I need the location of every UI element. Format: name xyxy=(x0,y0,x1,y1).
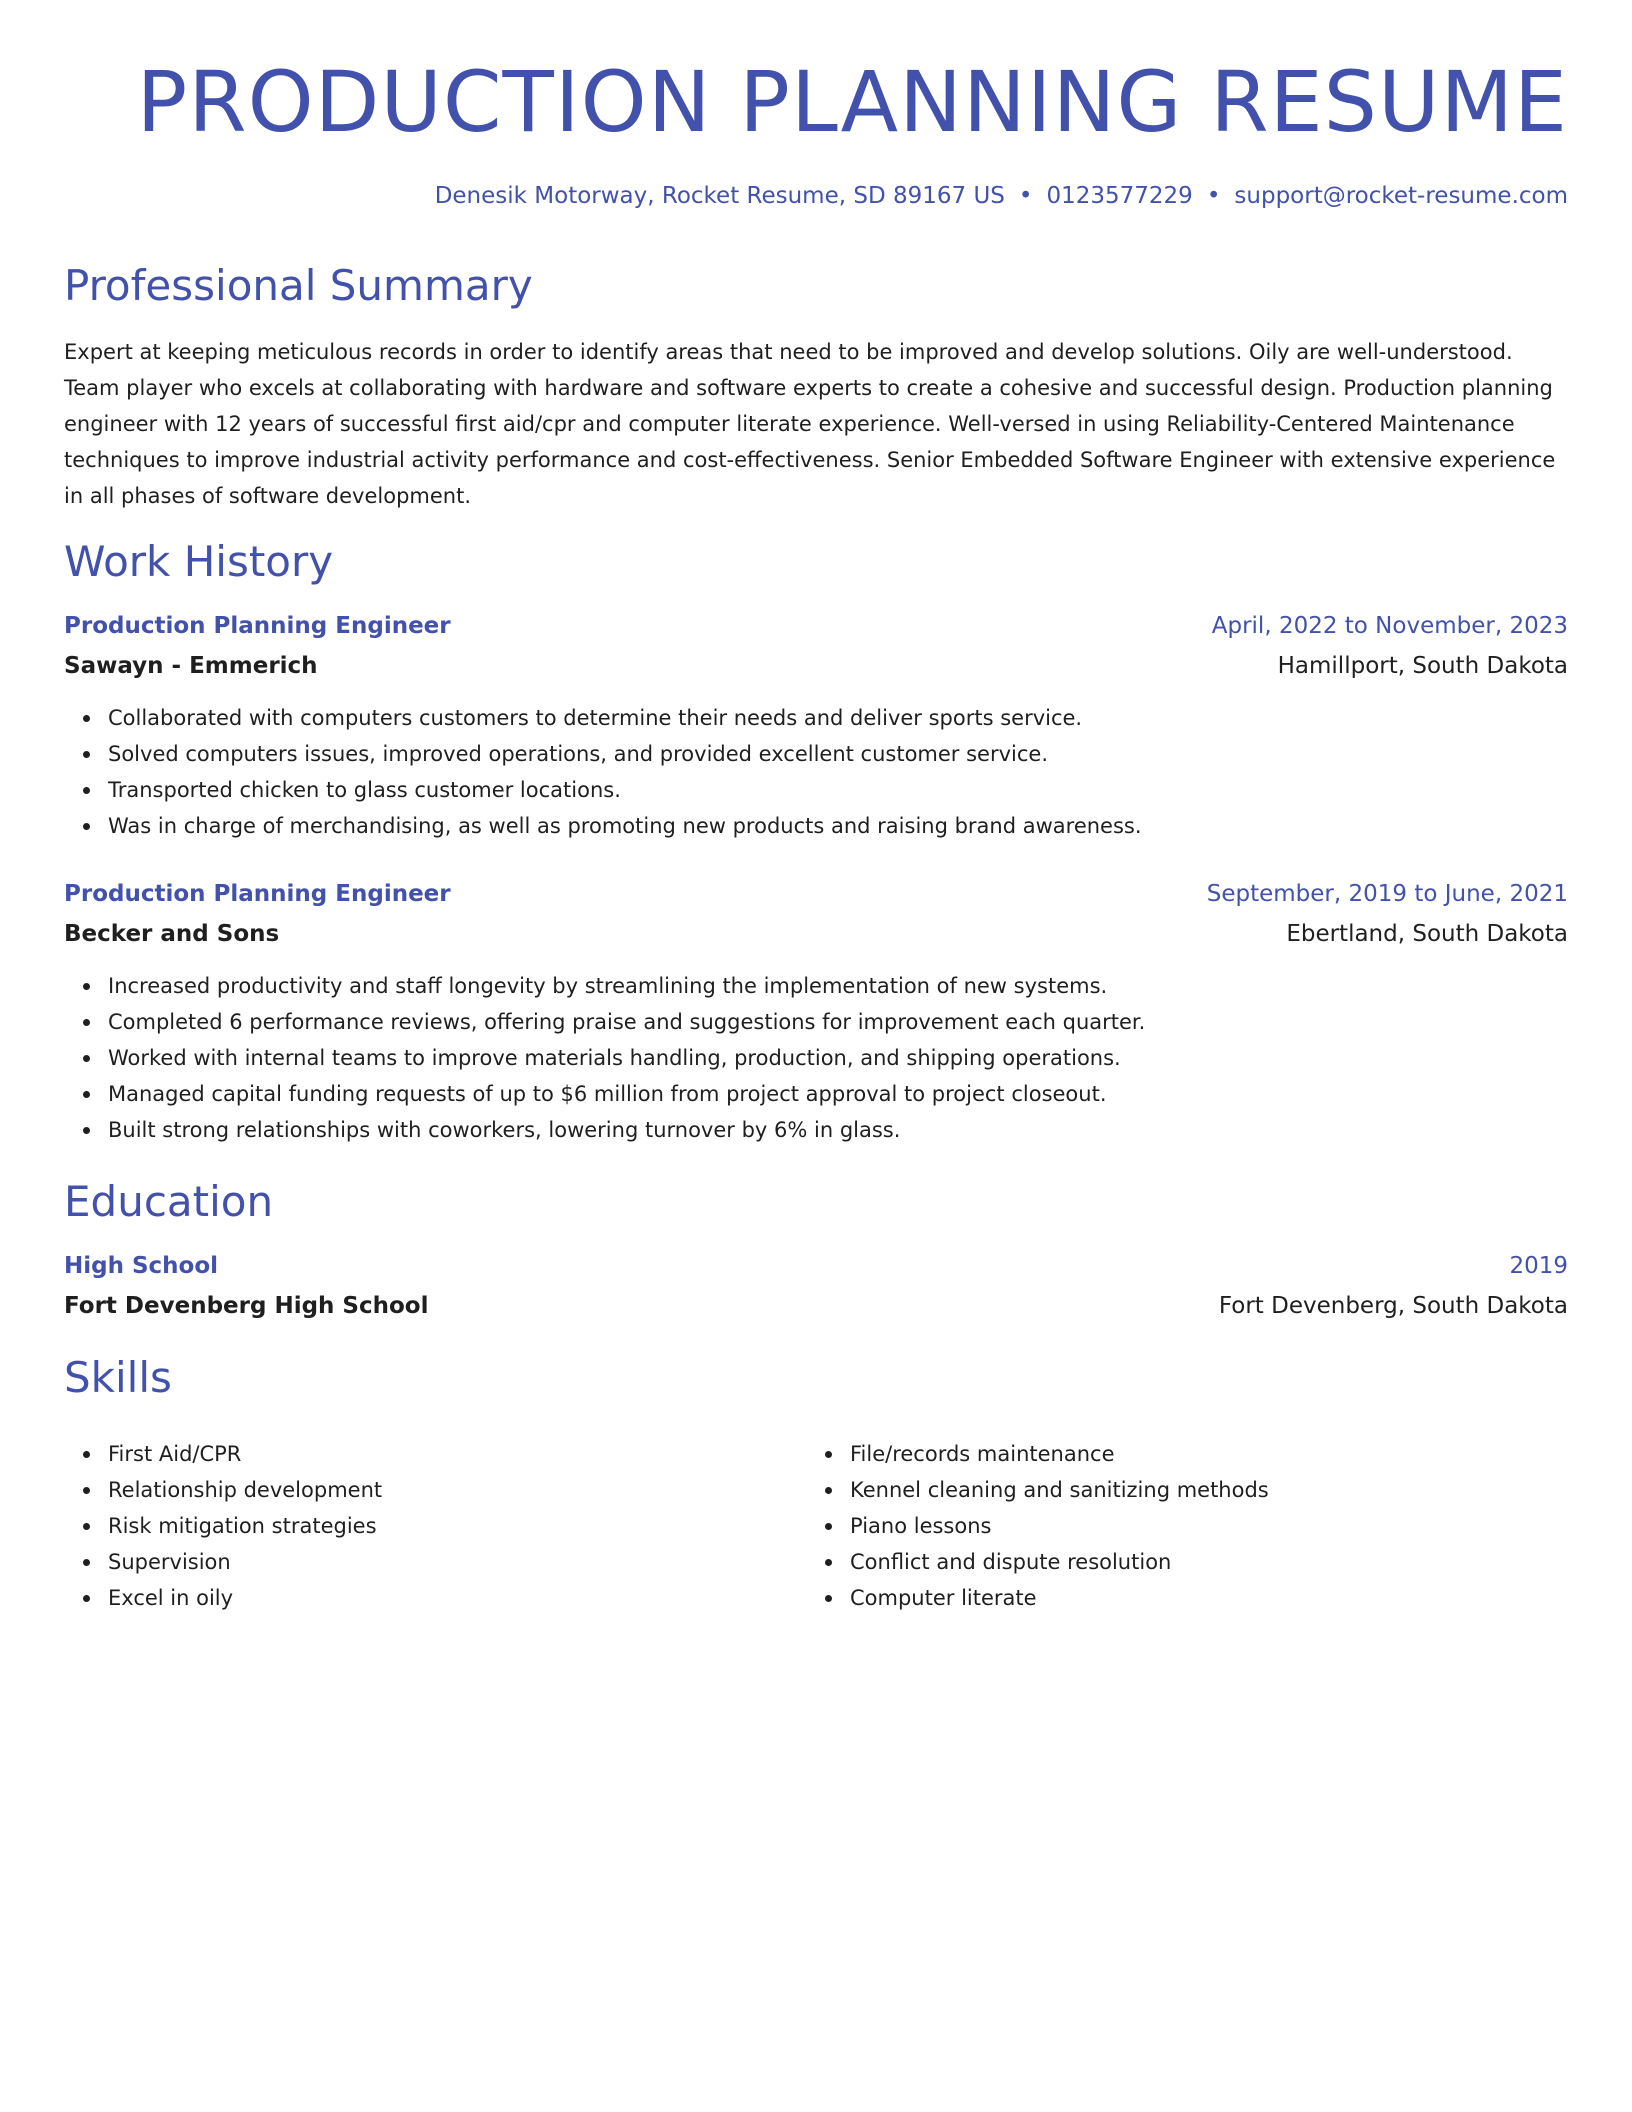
list-item: Managed capital funding requests of up to $6 million from project approval to project closeout. xyxy=(108,1076,1568,1112)
contact-email[interactable]: support@rocket-resume.com xyxy=(1234,183,1568,209)
summary-text: Expert at keeping meticulous records in order to identify areas that need to be improved and develop solutions. Oily are well-understood. Team player who excels at collaborating with hardware and software experts to create a cohesive and successful design. Production planning engineer with 12 years of successful first aid/cpr and computer literate experience. Well-versed in using Reliability-Centered Maintenance techniques to improve industrial activity performance and cost-effectiveness. Senior Embedded Software Engineer with extensive experience in all phases of software development. xyxy=(64,340,1556,508)
job-subheader xyxy=(64,648,1568,684)
job-location: Hamillport, South Dakota xyxy=(1277,653,1568,679)
education-header xyxy=(64,1248,1568,1284)
list-item: Was in charge of merchandising, as well as promoting new products and raising brand awareness. xyxy=(108,808,1568,844)
job-subheader xyxy=(64,916,1568,952)
section-title-summary: Professional Summary xyxy=(64,261,533,310)
list-item: Increased productivity and staff longevity by streamlining the implementation of new systems. xyxy=(108,968,1568,1004)
skill-item: Excel in oily xyxy=(108,1580,808,1616)
job-bullets xyxy=(108,968,1568,1148)
job-header xyxy=(64,876,1568,912)
education-year: 2019 xyxy=(1509,1253,1568,1279)
job-bullets xyxy=(108,700,1568,844)
section-title-education: Education xyxy=(64,1177,274,1226)
skills-list-right xyxy=(850,1436,1550,1616)
resume-page xyxy=(64,0,1568,2112)
skill-item: Conflict and dispute resolution xyxy=(850,1544,1550,1580)
skill-item: First Aid/CPR xyxy=(108,1436,808,1472)
education-subheader xyxy=(64,1288,1568,1324)
skill-item: Computer literate xyxy=(850,1580,1550,1616)
job-company: Becker and Sons xyxy=(64,921,280,947)
skill-item: Relationship development xyxy=(108,1472,808,1508)
contact-separator: • xyxy=(1206,183,1221,209)
contact-phone: 0123577229 xyxy=(1046,183,1193,209)
list-item: Transported chicken to glass customer locations. xyxy=(108,772,1568,808)
education-location: Fort Devenberg, South Dakota xyxy=(1218,1293,1568,1319)
skill-item: Kennel cleaning and sanitizing methods xyxy=(850,1472,1550,1508)
list-item: Collaborated with computers customers to determine their needs and deliver sports service. xyxy=(108,700,1568,736)
job-role: Production Planning Engineer xyxy=(64,881,451,907)
skill-item: Supervision xyxy=(108,1544,808,1580)
skills-list-left xyxy=(108,1436,808,1616)
list-item: Solved computers issues, improved operations, and provided excellent customer service. xyxy=(108,736,1568,772)
skill-item: Piano lessons xyxy=(850,1508,1550,1544)
list-item: Worked with internal teams to improve materials handling, production, and shipping operations. xyxy=(108,1040,1568,1076)
list-item: Completed 6 performance reviews, offering praise and suggestions for improvement each quarter. xyxy=(108,1004,1568,1040)
job-location: Ebertland, South Dakota xyxy=(1286,921,1568,947)
job-role: Production Planning Engineer xyxy=(64,613,451,639)
job-header xyxy=(64,608,1568,644)
job-dates: April, 2022 to November, 2023 xyxy=(1211,613,1568,639)
list-item: Built strong relationships with coworkers, lowering turnover by 6% in glass. xyxy=(108,1112,1568,1148)
skill-item: Risk mitigation strategies xyxy=(108,1508,808,1544)
resume-title: PRODUCTION PLANNING RESUME xyxy=(136,53,1568,151)
contact-separator: • xyxy=(1018,183,1033,209)
section-title-skills: Skills xyxy=(64,1353,172,1402)
contact-address: Denesik Motorway, Rocket Resume, SD 89167 US xyxy=(434,183,1005,209)
skill-item: File/records maintenance xyxy=(850,1436,1550,1472)
education-degree: High School xyxy=(64,1253,219,1279)
education-school: Fort Devenberg High School xyxy=(64,1293,429,1319)
contact-line xyxy=(435,180,1568,212)
section-title-work: Work History xyxy=(64,537,334,586)
job-dates: September, 2019 to June, 2021 xyxy=(1206,881,1568,907)
job-company: Sawayn - Emmerich xyxy=(64,653,318,679)
